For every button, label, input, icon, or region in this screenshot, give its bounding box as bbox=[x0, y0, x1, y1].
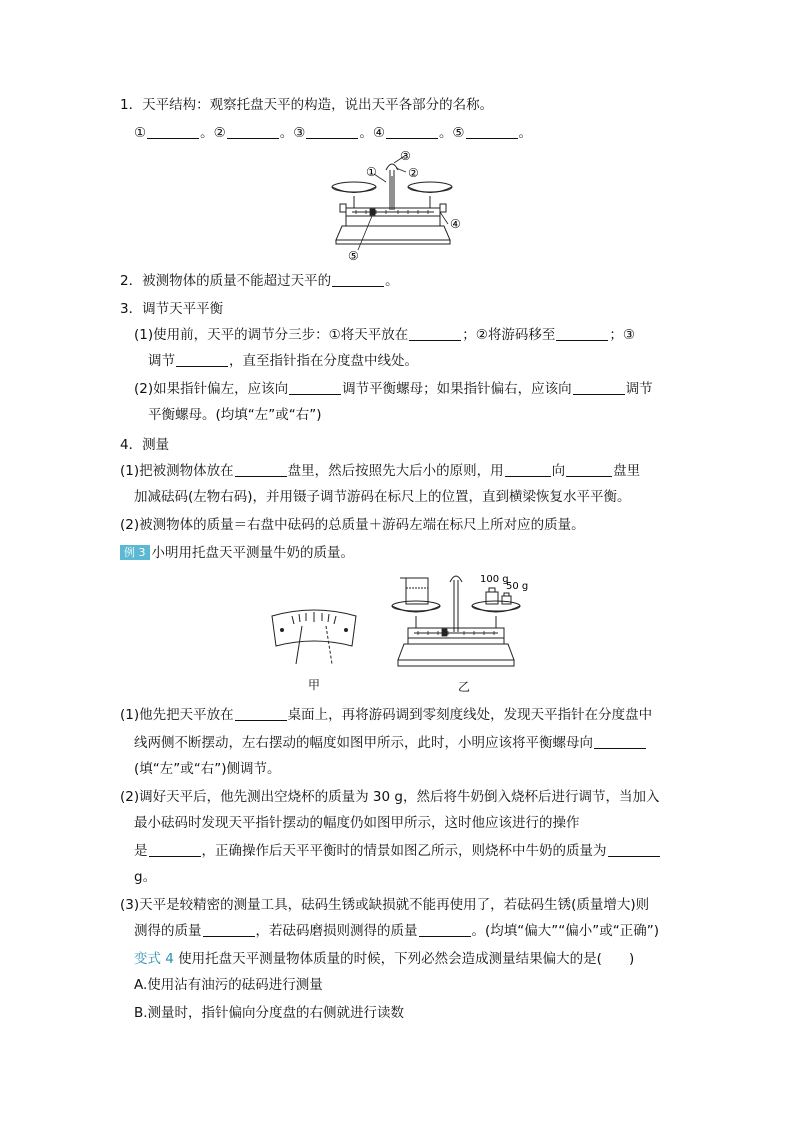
ex3-s2-line2: 最小砝码时发现天平指针摆动的幅度仍如图甲所示，这时他应该进行的操作 bbox=[134, 815, 580, 831]
q3-p2-line1 bbox=[134, 380, 653, 398]
ex3-s3-d: 。(均填“偏大”“偏小”或“正确”) bbox=[471, 923, 659, 939]
ex3-s2-d: ，正确操作后天平平衡时的情景如图乙所示，则烧杯中牛奶的质量为 bbox=[201, 843, 607, 859]
ex3-s2-line3 bbox=[134, 842, 661, 860]
weight-label-50g: 50 g bbox=[506, 581, 529, 592]
q1-blanks bbox=[134, 124, 532, 142]
q3-title: 3．调节天平平衡 bbox=[120, 301, 224, 317]
fig-label-2: ② bbox=[408, 166, 419, 180]
fig-label-5: ⑤ bbox=[348, 249, 359, 263]
q1-item-4: 。④ bbox=[359, 125, 385, 141]
fig-label-3: ③ bbox=[400, 149, 411, 163]
var4-text: 使用托盘天平测量物体质量的时候，下列必然会造成测量结果偏大的是( ) bbox=[173, 951, 635, 967]
ex3-s2-c: 是 bbox=[134, 843, 148, 859]
fig-label-4: ④ bbox=[450, 217, 461, 231]
q3-p2-b: 调节平衡螺母；如果指针偏右，应该向 bbox=[342, 381, 572, 397]
ex3-blank-1[interactable] bbox=[235, 707, 287, 721]
q4-p1-a: (1)把被测物体放在 bbox=[120, 463, 234, 479]
fig-label-1: ① bbox=[366, 165, 377, 179]
q3-blank-4[interactable] bbox=[289, 381, 341, 395]
balance-structure-figure bbox=[326, 148, 476, 263]
q3-p1-line1 bbox=[134, 326, 635, 344]
q3-blank-3[interactable] bbox=[176, 353, 228, 367]
q3-p1-d: 调节 bbox=[148, 353, 175, 369]
ex3-blank-6[interactable] bbox=[419, 923, 471, 937]
q2-blank[interactable] bbox=[332, 273, 384, 287]
weight-label-100g: 100 g bbox=[480, 574, 509, 585]
fig-jia-caption: 甲 bbox=[308, 678, 321, 692]
q4-blank-3[interactable] bbox=[566, 463, 612, 477]
q2-end: 。 bbox=[385, 273, 399, 289]
ex3-blank-3[interactable] bbox=[149, 843, 201, 857]
q1-item-3: 。③ bbox=[279, 125, 306, 141]
q2 bbox=[120, 272, 399, 290]
ex3-blank-5[interactable] bbox=[203, 923, 255, 937]
ex3-s1-line3: (填“左”或“右”)侧调节。 bbox=[134, 761, 281, 777]
q1-item-1: ① bbox=[134, 125, 147, 141]
q4-p2: (2)被测物体的质量＝右盘中砝码的总质量＋游码左端在标尺上所对应的质量。 bbox=[120, 517, 585, 533]
ex3-s3-line2 bbox=[134, 922, 659, 940]
example-badge: 例 3 bbox=[120, 545, 150, 560]
q1-item-5: 。⑤ bbox=[438, 125, 465, 141]
q3-blank-5[interactable] bbox=[573, 381, 625, 395]
q3-p1-line2 bbox=[148, 352, 418, 370]
q3-p2-line2: 平衡螺母。(均填“左”或“右”) bbox=[148, 407, 322, 423]
q2-text: 2．被测物体的质量不能超过天平的 bbox=[120, 273, 332, 289]
q1-text: 天平结构：观察托盘天平的构造，说出天平各部分的名称。 bbox=[142, 97, 494, 113]
q4-p1-line1 bbox=[120, 462, 640, 480]
ex3-s2-line1: (2)调好天平后，他先测出空烧杯的质量为 30 g，然后将牛奶倒入烧杯后进行调节，当加入 bbox=[120, 789, 660, 805]
q4-p1-c: 向 bbox=[551, 463, 566, 479]
ex3-heading bbox=[120, 544, 354, 562]
ex3-s2-line4: g。 bbox=[134, 869, 157, 885]
ex3-s1-a: (1)他先把天平放在 bbox=[120, 707, 234, 723]
q4-p1-b: 盘里，然后按照先大后小的原则，用 bbox=[287, 463, 504, 479]
ex3-blank-2[interactable] bbox=[594, 735, 646, 749]
q1-blank-3[interactable] bbox=[306, 125, 358, 139]
q3-p1-c: ；③ bbox=[609, 327, 635, 343]
q3-p2-c: 调节 bbox=[625, 381, 653, 397]
scale-dial-figure bbox=[268, 606, 360, 668]
var4-option-b[interactable]: B.测量时，指针偏向分度盘的右侧就进行读数 bbox=[134, 1005, 405, 1021]
ex3-s1-line1 bbox=[120, 706, 652, 724]
q1-blank-5[interactable] bbox=[466, 125, 518, 139]
q1-blank-4[interactable] bbox=[386, 125, 438, 139]
var4-question bbox=[134, 950, 634, 968]
ex3-blank-4[interactable] bbox=[608, 843, 660, 857]
ex3-s1-b: 桌面上，再将游码调到零刻度线处，发现天平指针在分度盘中 bbox=[287, 707, 653, 723]
variant-label: 变式 4 bbox=[134, 951, 174, 967]
ex3-s1-c: 线两侧不断摆动，左右摆动的幅度如图甲所示，此时，小明应该将平衡螺母向 bbox=[134, 735, 593, 751]
q3-blank-1[interactable] bbox=[409, 327, 461, 341]
q1-item-end: 。 bbox=[518, 125, 533, 141]
q4-p1-line2: 加减砝码(左物右码)，并用镊子调节游码在标尺上的位置，直到横梁恢复水平平衡。 bbox=[134, 489, 631, 505]
q1-blank-2[interactable] bbox=[227, 125, 279, 139]
q3-p1-b: ；②将游码移至 bbox=[462, 327, 556, 343]
q1-blank-1[interactable] bbox=[147, 125, 199, 139]
q3-p1-a: (1)使用前，天平的调节分三步：①将天平放在 bbox=[134, 327, 409, 343]
q1-item-2: 。② bbox=[200, 125, 226, 141]
q4-blank-2[interactable] bbox=[505, 463, 551, 477]
q4-p1-d: 盘里 bbox=[613, 463, 641, 479]
q3-p1-e: ，直至指针指在分度盘中线处。 bbox=[229, 353, 418, 369]
ex3-s3-c: ，若砝码磨损则测得的质量 bbox=[255, 923, 418, 939]
fig-yi-caption: 乙 bbox=[458, 680, 471, 694]
ex3-s3-b: 测得的质量 bbox=[134, 923, 202, 939]
q4-blank-1[interactable] bbox=[235, 463, 287, 477]
var4-option-a[interactable]: A.使用沾有油污的砝码进行测量 bbox=[134, 977, 323, 993]
q3-p2-a: (2)如果指针偏左，应该向 bbox=[134, 381, 289, 397]
ex3-s3-line1: (3)天平是较精密的测量工具，砝码生锈或缺损就不能再使用了，若砝码生锈(质量增大)则 bbox=[120, 897, 650, 913]
q4-title: 4．测量 bbox=[120, 437, 170, 453]
q3-blank-2[interactable] bbox=[556, 327, 608, 341]
ex3-s1-line2 bbox=[134, 734, 647, 752]
q1-title bbox=[120, 96, 493, 114]
balance-measurement-figure bbox=[386, 572, 529, 670]
ex3-text: 小明用托盘天平测量牛奶的质量。 bbox=[151, 545, 354, 561]
q1-number: 1． bbox=[120, 97, 143, 113]
